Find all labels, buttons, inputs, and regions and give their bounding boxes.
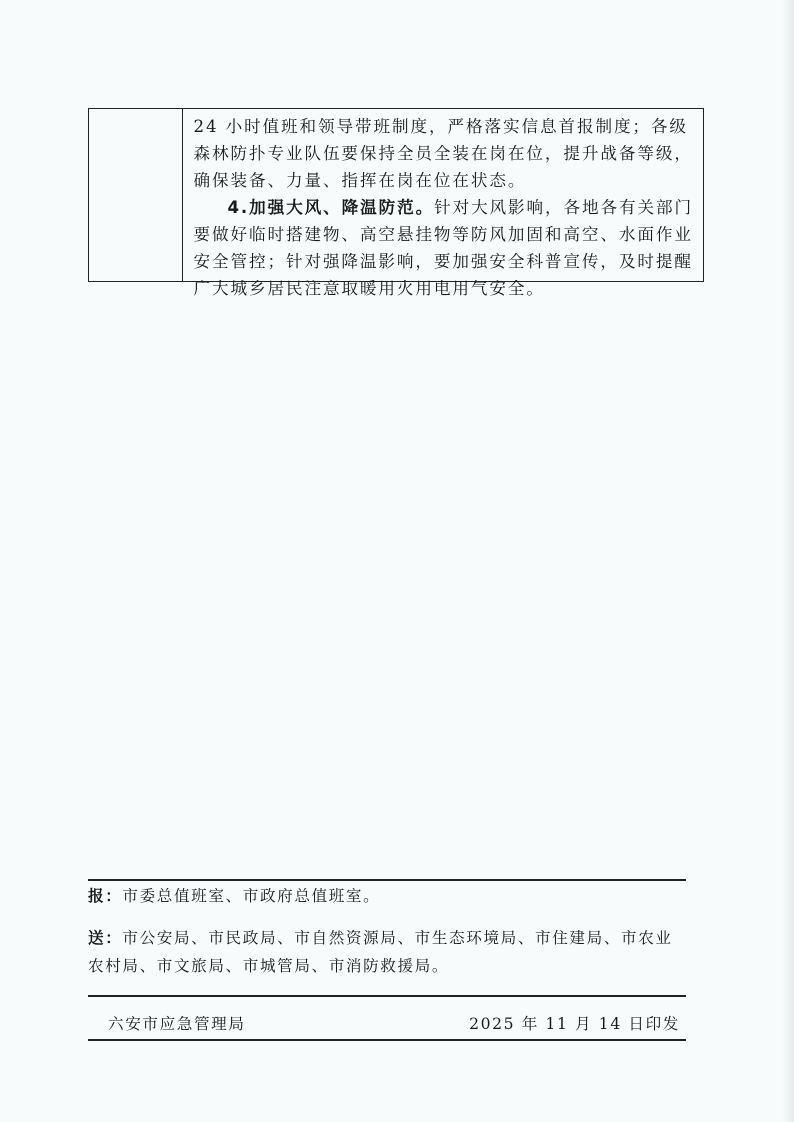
body-line-3: 确保装备、力量、指挥在岗在位在状态。 xyxy=(193,171,527,190)
issuer-name: 六安市应急管理局 xyxy=(108,1015,246,1033)
section-4-first-rest: 针对大风影响，各地各有关部门 xyxy=(434,198,693,217)
section-4-line-4: 广大城乡居民注意取暖用火用电用气安全。 xyxy=(193,279,545,298)
body-line-1: 24 小时值班和领导带班制度，严格落实信息首报制度；各级 xyxy=(193,117,688,136)
send-line-1 xyxy=(88,924,688,952)
send-recipients-line-1: 市公安局、市民政局、市自然资源局、市生态环境局、市住建局、市农业 xyxy=(122,929,673,947)
scan-edge-shadow xyxy=(782,0,794,1122)
section-4-line-3: 安全管控；针对强降温影响，要加强安全科普宣传，及时提醒 xyxy=(193,252,693,271)
footer-bottom-rule xyxy=(88,1039,686,1041)
section-4-heading: 4.加强大风、降温防范。 xyxy=(227,198,435,217)
report-label: 报： xyxy=(88,887,123,905)
send-label: 送： xyxy=(88,929,123,947)
issue-date: 2025 年 11 月 14 日印发 xyxy=(469,1015,680,1033)
report-recipients: 市委总值班室、市政府总值班室。 xyxy=(122,887,381,905)
table-content-column xyxy=(183,109,703,298)
notice-table xyxy=(88,108,704,298)
report-line xyxy=(88,882,688,910)
section-4-first-line xyxy=(193,194,693,221)
table-label-column xyxy=(89,109,183,281)
section-4-line-2: 要做好临时搭建物、高空悬挂物等防风加固和高空、水面作业 xyxy=(193,225,693,244)
distribution-top-rule xyxy=(88,879,686,881)
send-block xyxy=(88,924,688,980)
send-recipients-line-2: 农村局、市文旅局、市城管局、市消防救援局。 xyxy=(88,957,450,975)
body-line-2: 森林防扑专业队伍要保持全员全装在岗在位，提升战备等级， xyxy=(193,144,693,163)
distribution-middle-rule xyxy=(88,995,686,997)
